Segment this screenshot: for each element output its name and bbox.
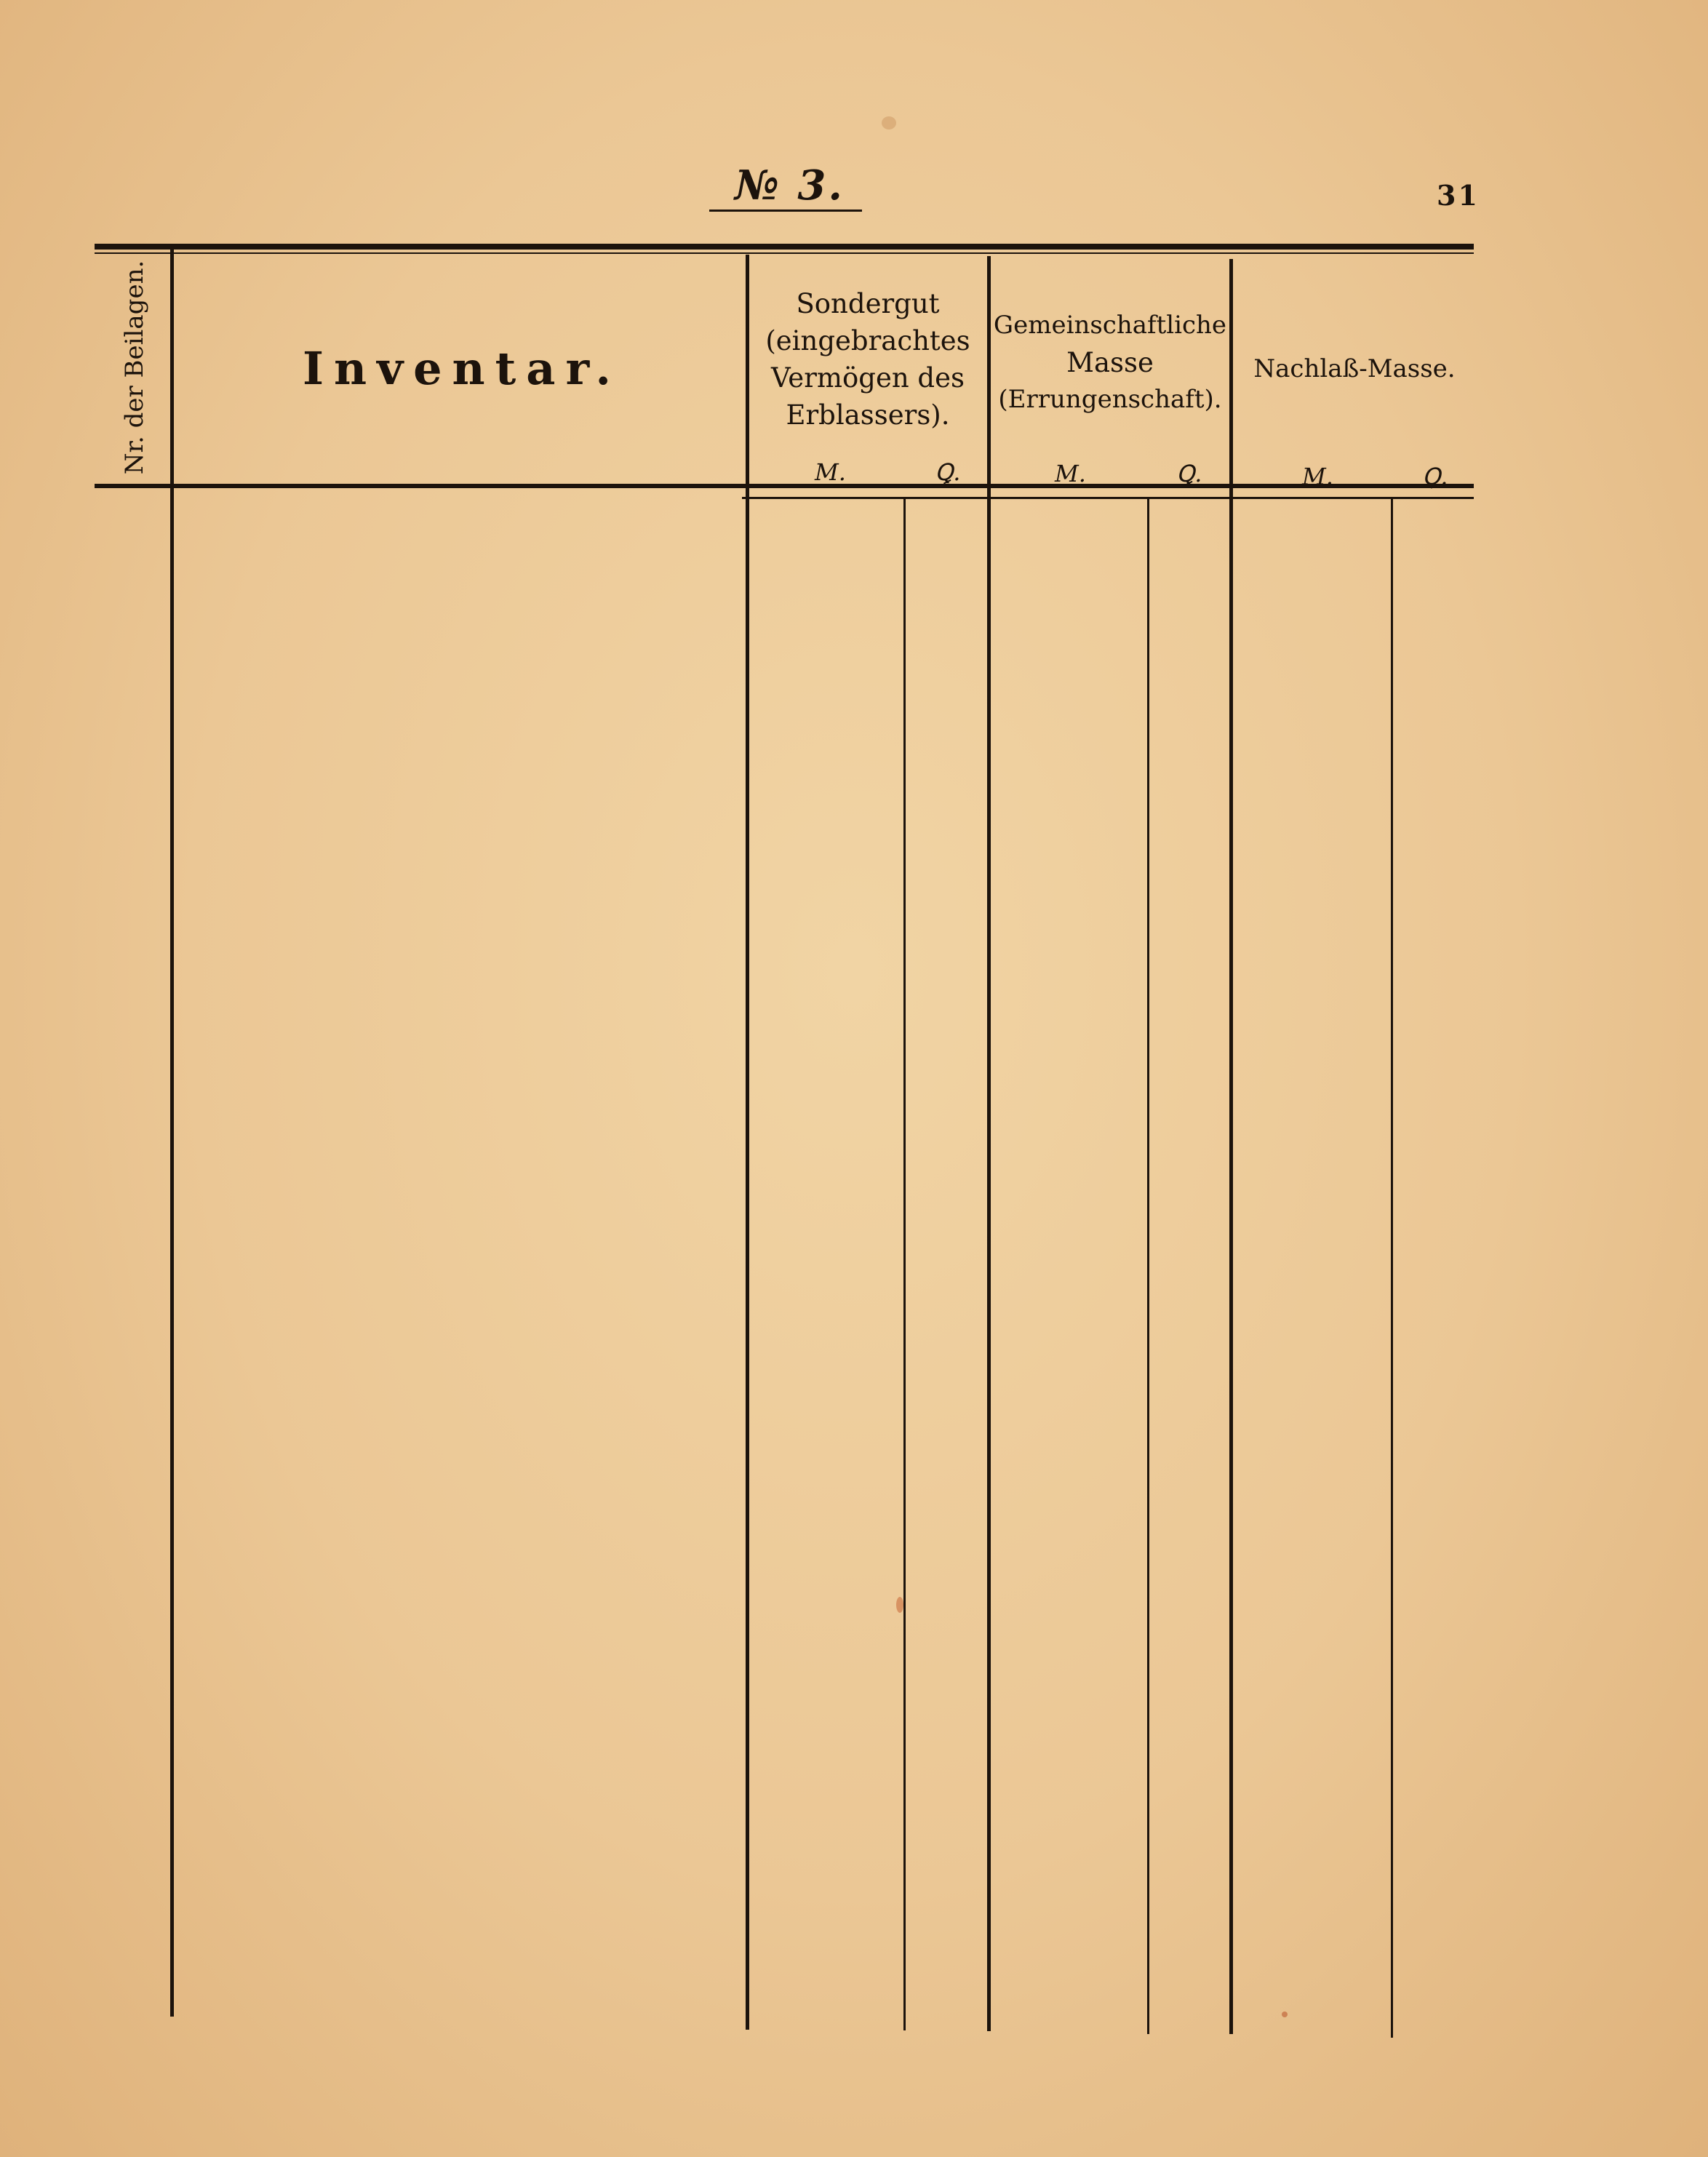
header-line: Gemeinschaftliche — [993, 311, 1227, 340]
gemeinschaftliche-column-header — [991, 307, 1229, 418]
beilagen-column-header: Nr. der Beilagen. — [120, 260, 149, 475]
header-line: Sondergut — [796, 288, 940, 319]
header-line: (eingebrachtes — [765, 325, 970, 356]
pfennig-divider-sondergut — [903, 499, 906, 2030]
mark-unit-label: M. — [1055, 460, 1086, 487]
heading-underline — [709, 210, 862, 212]
header-bottom-rule — [95, 484, 1474, 488]
table-top-rule — [95, 244, 1474, 250]
sondergut-column-header — [751, 285, 985, 434]
column-divider-beilagen — [170, 249, 174, 2017]
nachlass-column-header: Nachlaß-Masse. — [1253, 354, 1456, 383]
table-top-rule-thin — [95, 252, 1474, 254]
paper-stain — [896, 1597, 903, 1613]
header-line: Vermögen des — [770, 362, 965, 394]
page-number: 31 — [1437, 179, 1480, 212]
column-divider-sondergut — [987, 256, 991, 2031]
form-number-heading: № 3. — [735, 162, 845, 210]
header-line: Masse — [1066, 347, 1154, 378]
mark-unit-label: M. — [1302, 463, 1333, 490]
header-line: Erblassers). — [786, 399, 950, 431]
paper-stain — [882, 116, 896, 129]
inventar-column-header: Inventar. — [303, 342, 621, 395]
pfennig-unit-label: Ꝗ. — [1176, 460, 1202, 487]
column-divider-inventar — [746, 255, 749, 2030]
pfennig-unit-label: Ꝗ. — [935, 458, 961, 486]
header-bottom-rule-thin — [742, 497, 1474, 499]
pfennig-divider-gemeinschaftliche — [1147, 499, 1149, 2034]
paper-stain — [1282, 2012, 1288, 2017]
mark-unit-label: M. — [815, 458, 846, 486]
pfennig-divider-nachlass — [1391, 499, 1393, 2038]
column-divider-gemeinschaftliche — [1229, 259, 1233, 2034]
pfennig-unit-label: Ꝗ. — [1422, 463, 1448, 490]
header-line: (Errungenschaft). — [998, 385, 1222, 414]
